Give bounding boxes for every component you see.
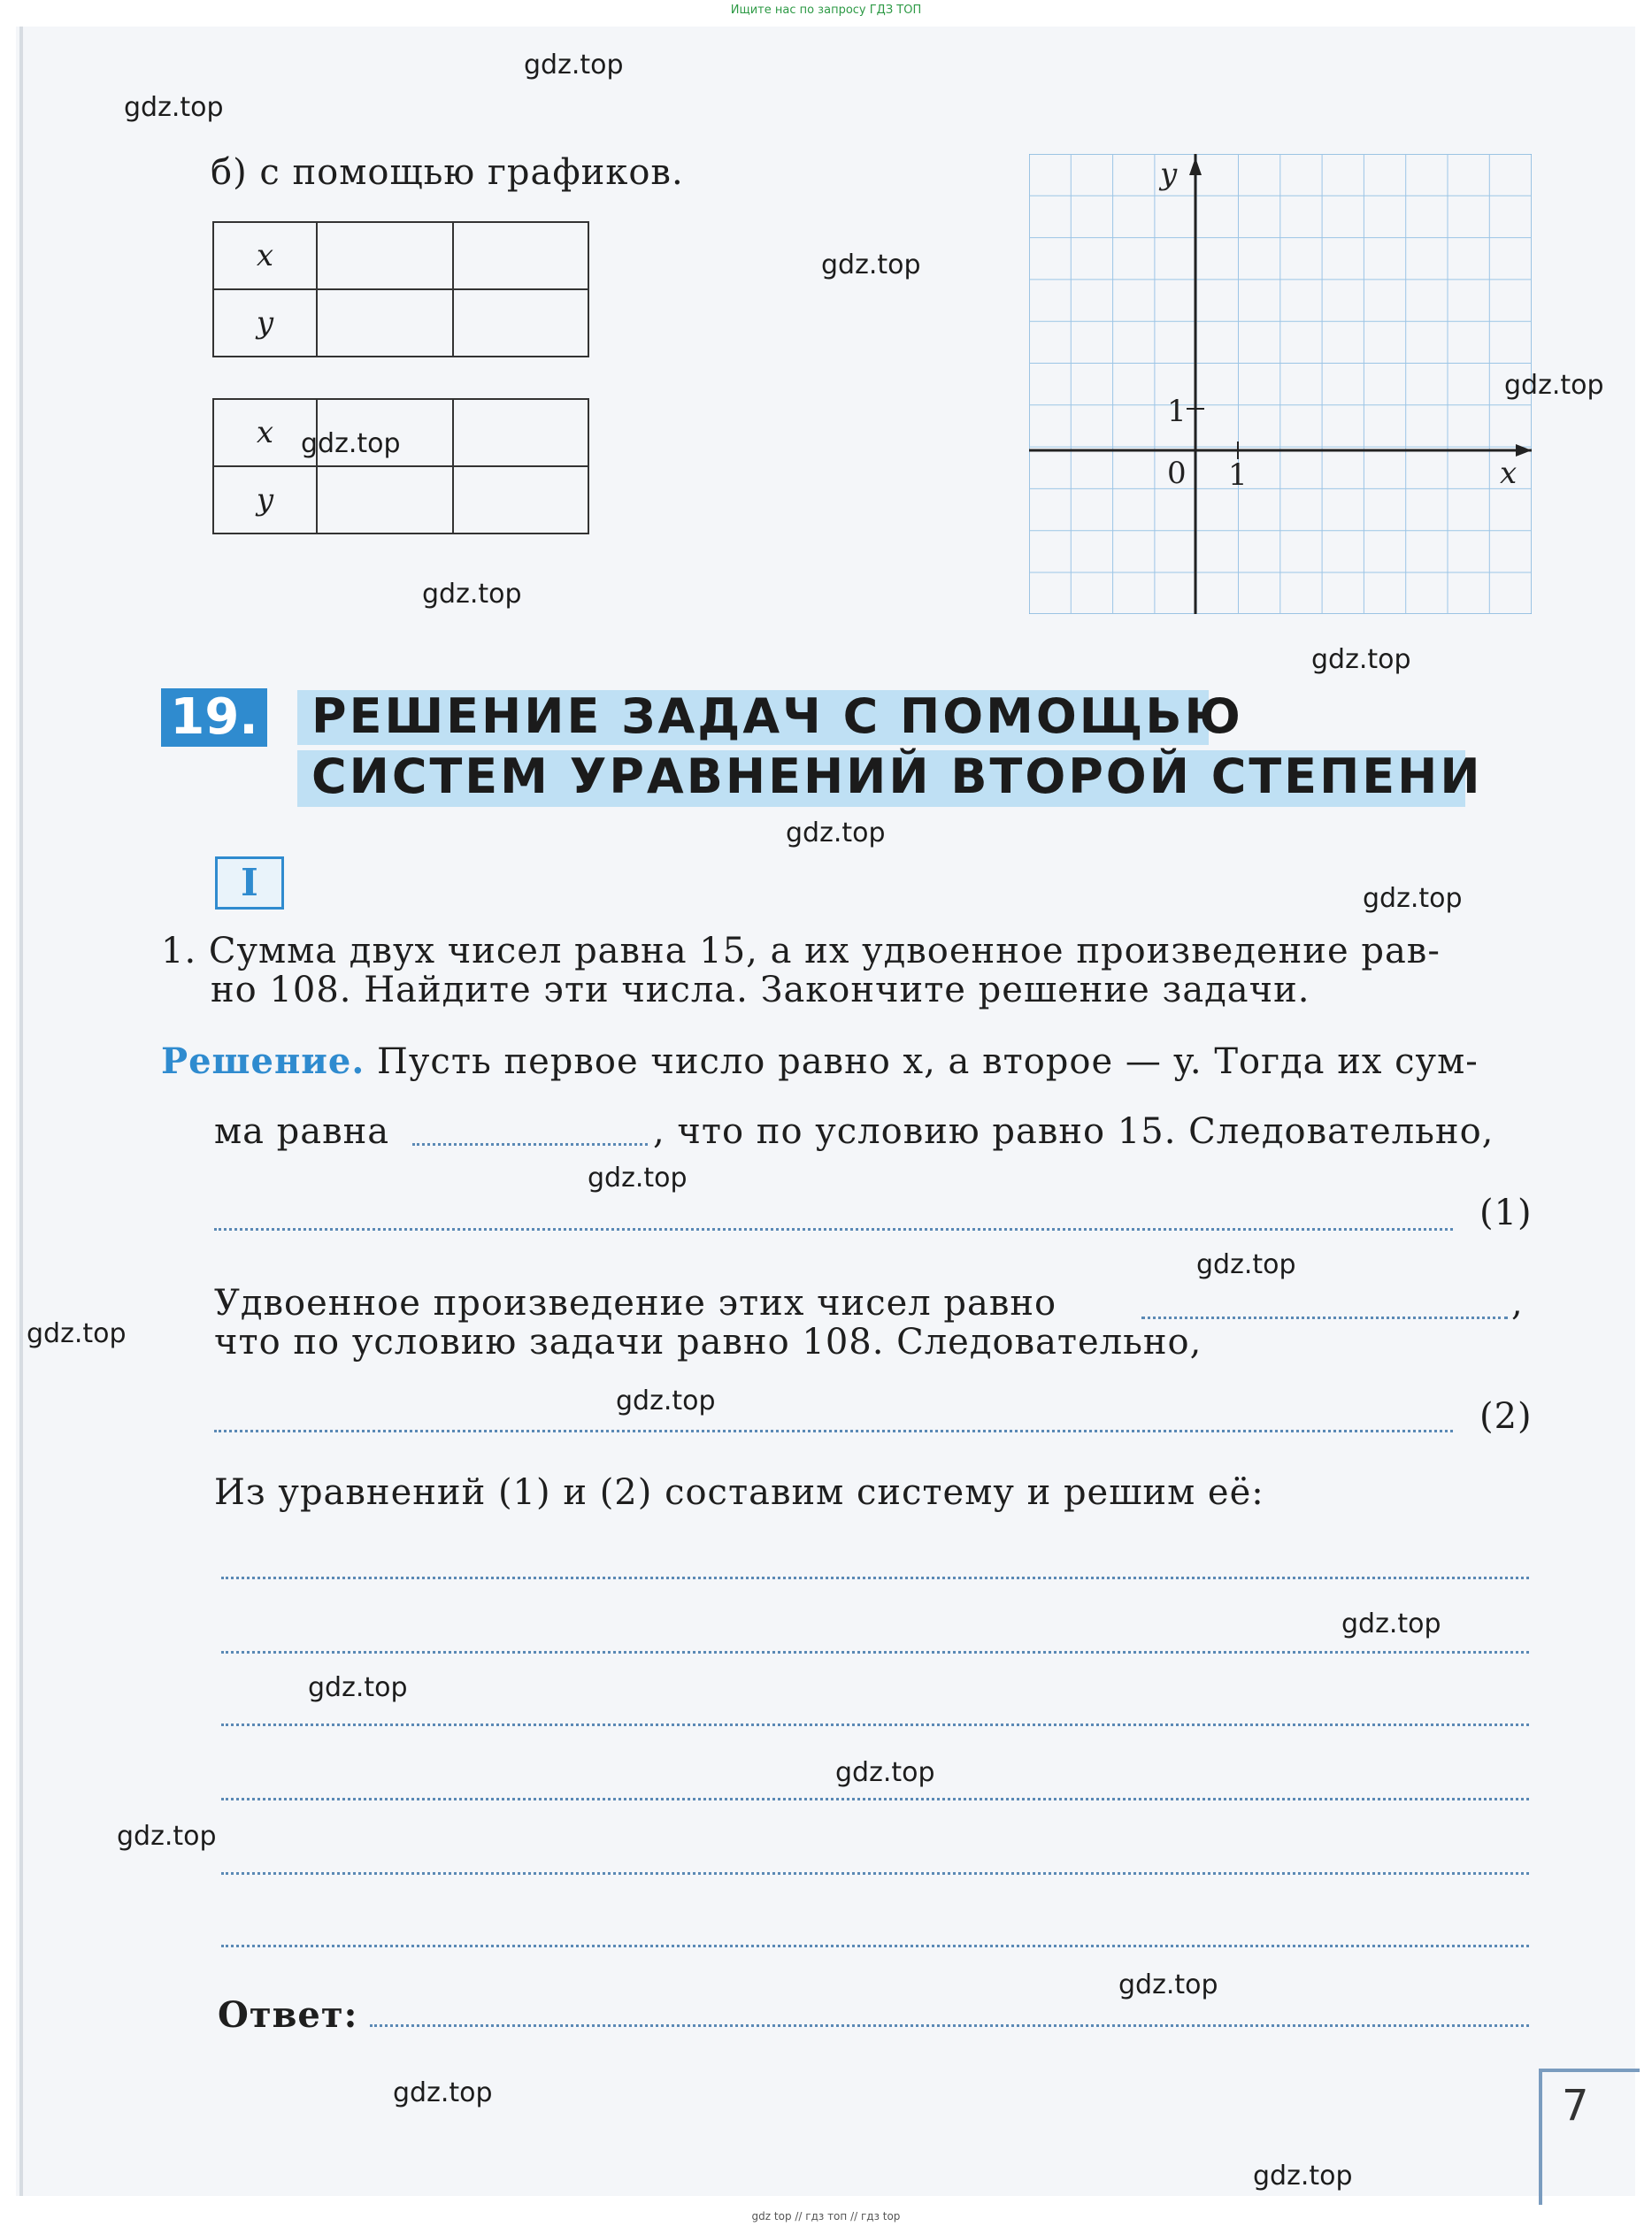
solution-label bbox=[161, 1040, 1479, 1082]
watermark: gdz.top bbox=[117, 1821, 217, 1852]
section-title-line-2: СИСТЕМ УРАВНЕНИЙ ВТОРОЙ СТЕПЕНИ bbox=[311, 749, 1483, 804]
watermark: gdz.top bbox=[124, 92, 224, 123]
part-b-label: б) с помощью графиков. bbox=[211, 152, 684, 193]
answer-line[interactable] bbox=[221, 1577, 1529, 1579]
table-cell[interactable] bbox=[453, 222, 589, 289]
table-cell[interactable] bbox=[453, 399, 589, 466]
watermark: gdz.top bbox=[786, 818, 886, 848]
table-row bbox=[213, 289, 588, 357]
watermark: gdz.top bbox=[393, 2077, 493, 2108]
section-title-line-1: РЕШЕНИЕ ЗАДАЧ С ПОМОЩЬЮ bbox=[311, 688, 1243, 744]
watermark: gdz.top bbox=[1196, 1249, 1296, 1280]
answer-label: Ответ: bbox=[218, 1994, 358, 2036]
answer-blank-eq2[interactable] bbox=[214, 1430, 1453, 1432]
watermark: gdz.top bbox=[1504, 370, 1604, 401]
product-text: Удвоенное произведение этих чисел равно bbox=[214, 1283, 1057, 1324]
page-number-frame bbox=[1539, 2069, 1640, 2205]
table-cell[interactable] bbox=[317, 289, 453, 357]
answer-line[interactable] bbox=[221, 1723, 1529, 1726]
solution-line-1: Пусть первое число равно x, а второе — y. Тогда их сум- bbox=[377, 1041, 1479, 1082]
table-2 bbox=[212, 398, 589, 534]
sum-condition-text: , что по условию равно 15. Следовательно, bbox=[653, 1111, 1494, 1152]
table-x-label: x bbox=[213, 222, 317, 289]
y-tick-label: 1 bbox=[1167, 394, 1187, 429]
answer-blank-sum[interactable] bbox=[412, 1143, 648, 1146]
page-number: 7 bbox=[1562, 2081, 1589, 2130]
table-x-label: x bbox=[213, 399, 317, 466]
section-number: 19. bbox=[161, 688, 267, 747]
coordinate-grid[interactable] bbox=[1029, 154, 1532, 614]
x-axis-label: x bbox=[1500, 456, 1518, 491]
answer-blank-product[interactable] bbox=[1141, 1317, 1508, 1319]
watermark: gdz.top bbox=[524, 50, 624, 81]
table-row bbox=[213, 399, 588, 466]
watermark: gdz.top bbox=[27, 1318, 127, 1349]
task-line-2: но 108. Найдите эти числа. Закончите решение задачи. bbox=[211, 970, 1310, 1010]
watermark: gdz.top bbox=[616, 1386, 716, 1416]
table-cell[interactable] bbox=[453, 289, 589, 357]
answer-blank-eq1[interactable] bbox=[214, 1228, 1453, 1231]
product-comma: , bbox=[1511, 1283, 1524, 1324]
y-axis-arrow bbox=[1189, 157, 1202, 175]
solution-heading: Решение. bbox=[161, 1040, 365, 1082]
answer-line[interactable] bbox=[221, 1798, 1529, 1800]
origin-label: 0 bbox=[1167, 456, 1187, 491]
watermark: gdz.top bbox=[301, 428, 401, 459]
equation-1-number: (1) bbox=[1479, 1193, 1533, 1233]
watermark: gdz.top bbox=[1341, 1608, 1441, 1639]
watermark: gdz.top bbox=[1363, 883, 1463, 914]
x-axis-arrow bbox=[1516, 444, 1532, 457]
watermark: gdz.top bbox=[308, 1672, 408, 1703]
watermark: gdz.top bbox=[821, 250, 921, 280]
watermark: gdz.top bbox=[422, 579, 522, 610]
table-y-label: y bbox=[213, 289, 317, 357]
watermark: gdz.top bbox=[1118, 1969, 1218, 2000]
table-row bbox=[213, 466, 588, 534]
table-cell[interactable] bbox=[453, 466, 589, 534]
system-text: Из уравнений (1) и (2) составим систему и решим её: bbox=[214, 1472, 1264, 1513]
header-note[interactable]: Ищите нас по запросу ГДЗ ТОП bbox=[730, 4, 922, 17]
answer-blank-final[interactable] bbox=[370, 2024, 1529, 2027]
table-cell[interactable] bbox=[317, 222, 453, 289]
table-cell[interactable] bbox=[317, 466, 453, 534]
watermark: gdz.top bbox=[1253, 2161, 1353, 2192]
footer-note[interactable]: gdz top // гдз топ // гдз top bbox=[751, 2210, 901, 2222]
page-edge bbox=[19, 27, 23, 2196]
equation-2-number: (2) bbox=[1479, 1396, 1533, 1437]
answer-line[interactable] bbox=[221, 1651, 1529, 1654]
answer-line[interactable] bbox=[221, 1945, 1529, 1947]
x-tick-label: 1 bbox=[1228, 457, 1248, 493]
sum-text: ма равна bbox=[214, 1111, 390, 1152]
table-1 bbox=[212, 221, 589, 357]
watermark: gdz.top bbox=[835, 1757, 935, 1788]
y-axis-label: y bbox=[1160, 157, 1178, 192]
task-line-1: 1. Сумма двух чисел равна 15, а их удвоенное произведение рав- bbox=[161, 931, 1441, 971]
level-badge: I bbox=[215, 856, 284, 910]
answer-line[interactable] bbox=[221, 1872, 1529, 1875]
table-y-label: y bbox=[213, 466, 317, 534]
watermark: gdz.top bbox=[1311, 644, 1411, 675]
product-condition-text: что по условию задачи равно 108. Следовательно, bbox=[214, 1322, 1203, 1363]
table-row bbox=[213, 222, 588, 289]
watermark: gdz.top bbox=[588, 1163, 688, 1194]
